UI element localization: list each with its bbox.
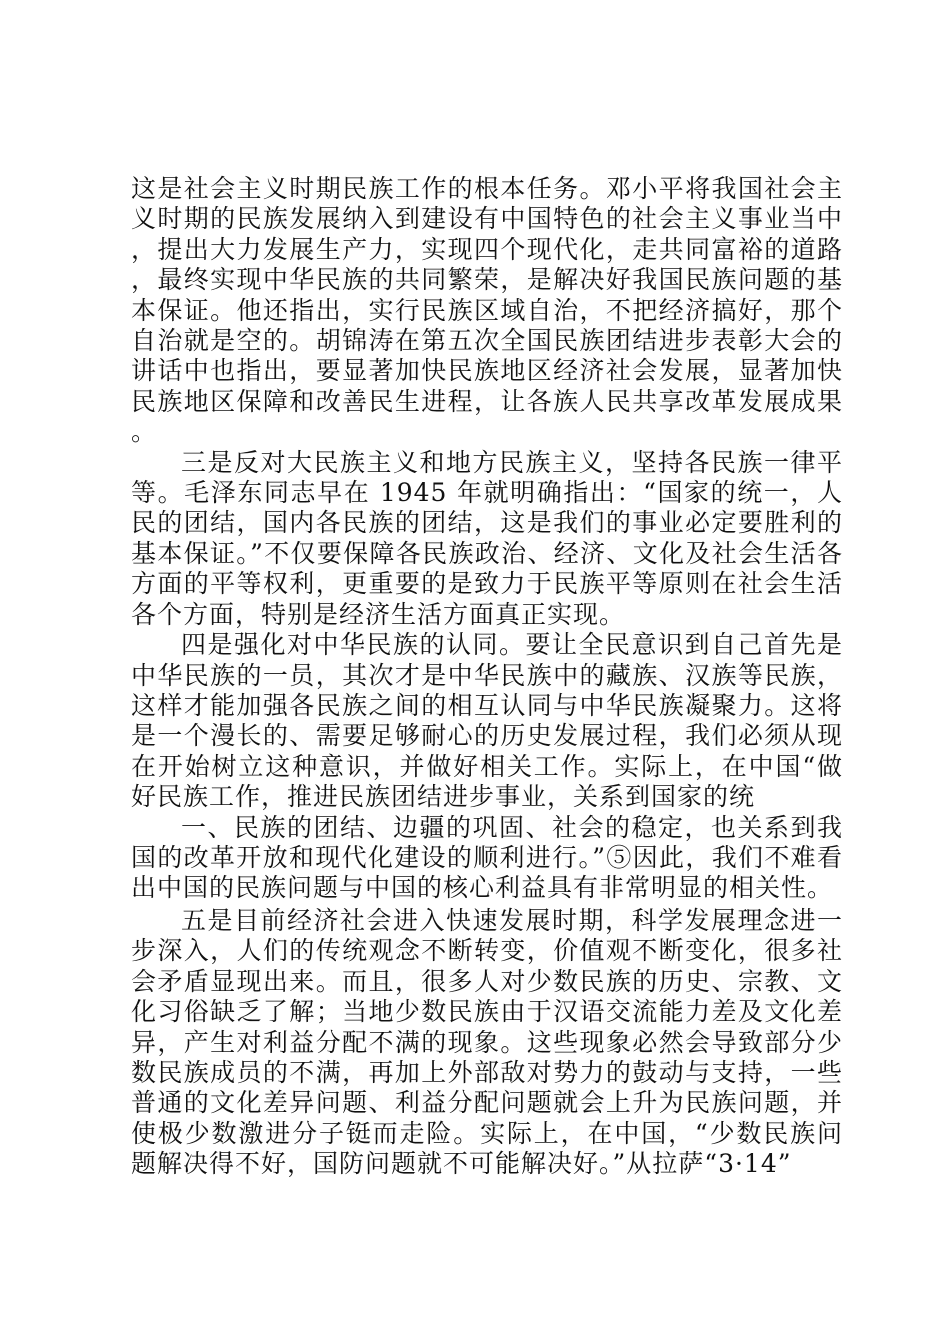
paragraph-national-work-task: 这是社会主义时期民族工作的根本任务。邓小平将我国社会主义时期的民族发展纳入到建设有中国特色的社会主义事业当中，提出大力发展生产力，实现四个现代化，走共同富裕的道路，最终实现中华民族的共同繁荣，是解决好我国民族问题的基本保证。他还指出，实行民族区域自治，不把经济搞好，那个自治就是空的。胡锦涛在第五次全国民族团结进步表彰大会的讲话中也指出，要显著加快民族地区经济社会发展，显著加快民族地区保障和改善民生进程，让各族人民共享改革发展成果。 — [131, 174, 843, 447]
body-text-upper — [131, 174, 843, 904]
paragraph-national-unity: 一、民族的团结、边疆的巩固、社会的稳定，也关系到我国的改革开放和现代化建设的顺利进行。”⑤因此，我们不难看出中国的民族问题与中国的核心利益具有非常明显的相关性。 — [131, 812, 843, 903]
paragraph-equality-of-nationalities: 三是反对大民族主义和地方民族主义，坚持各民族一律平等。毛泽东同志早在 1945 年就明确指出：“国家的统一，人民的团结，国内各民族的团结，这是我们的事业必定要胜利的基本保证。”不仅要保障各民族政治、经济、文化及社会生活各方面的平等权利，更重要的是致力于民族平等原则在社会生活各个方面，特别是经济生活方面真正实现。 — [131, 447, 843, 629]
body-text-lower — [131, 906, 843, 1180]
paragraph-economic-development-period: 五是目前经济社会进入快速发展时期，科学发展理念进一步深入，人们的传统观念不断转变，价值观不断变化，很多社会矛盾显现出来。而且，很多人对少数民族的历史、宗教、文化习俗缺乏了解；当地少数民族由于汉语交流能力差及文化差异，产生对利益分配不满的现象。这些现象必然会导致部分少数民族成员的不满，再加上外部敌对势力的鼓动与支持，一些普通的文化差异问题、利益分配问题就会上升为民族问题，并使极少数激进分子铤而走险。实际上，在中国，“少数民族问题解决得不好，国防问题就不可能解决好。”从拉萨“3·14” — [131, 906, 843, 1179]
paragraph-chinese-nation-identity: 四是强化对中华民族的认同。要让全民意识到自己首先是中华民族的一员，其次才是中华民族中的藏族、汉族等民族，这样才能加强各民族之间的相互认同与中华民族凝聚力。这将是一个漫长的、需要足够耐心的历史发展过程，我们必须从现在开始树立这种意识，并做好相关工作。实际上，在中国“做好民族工作，推进民族团结进步事业，关系到国家的统 — [131, 630, 843, 812]
